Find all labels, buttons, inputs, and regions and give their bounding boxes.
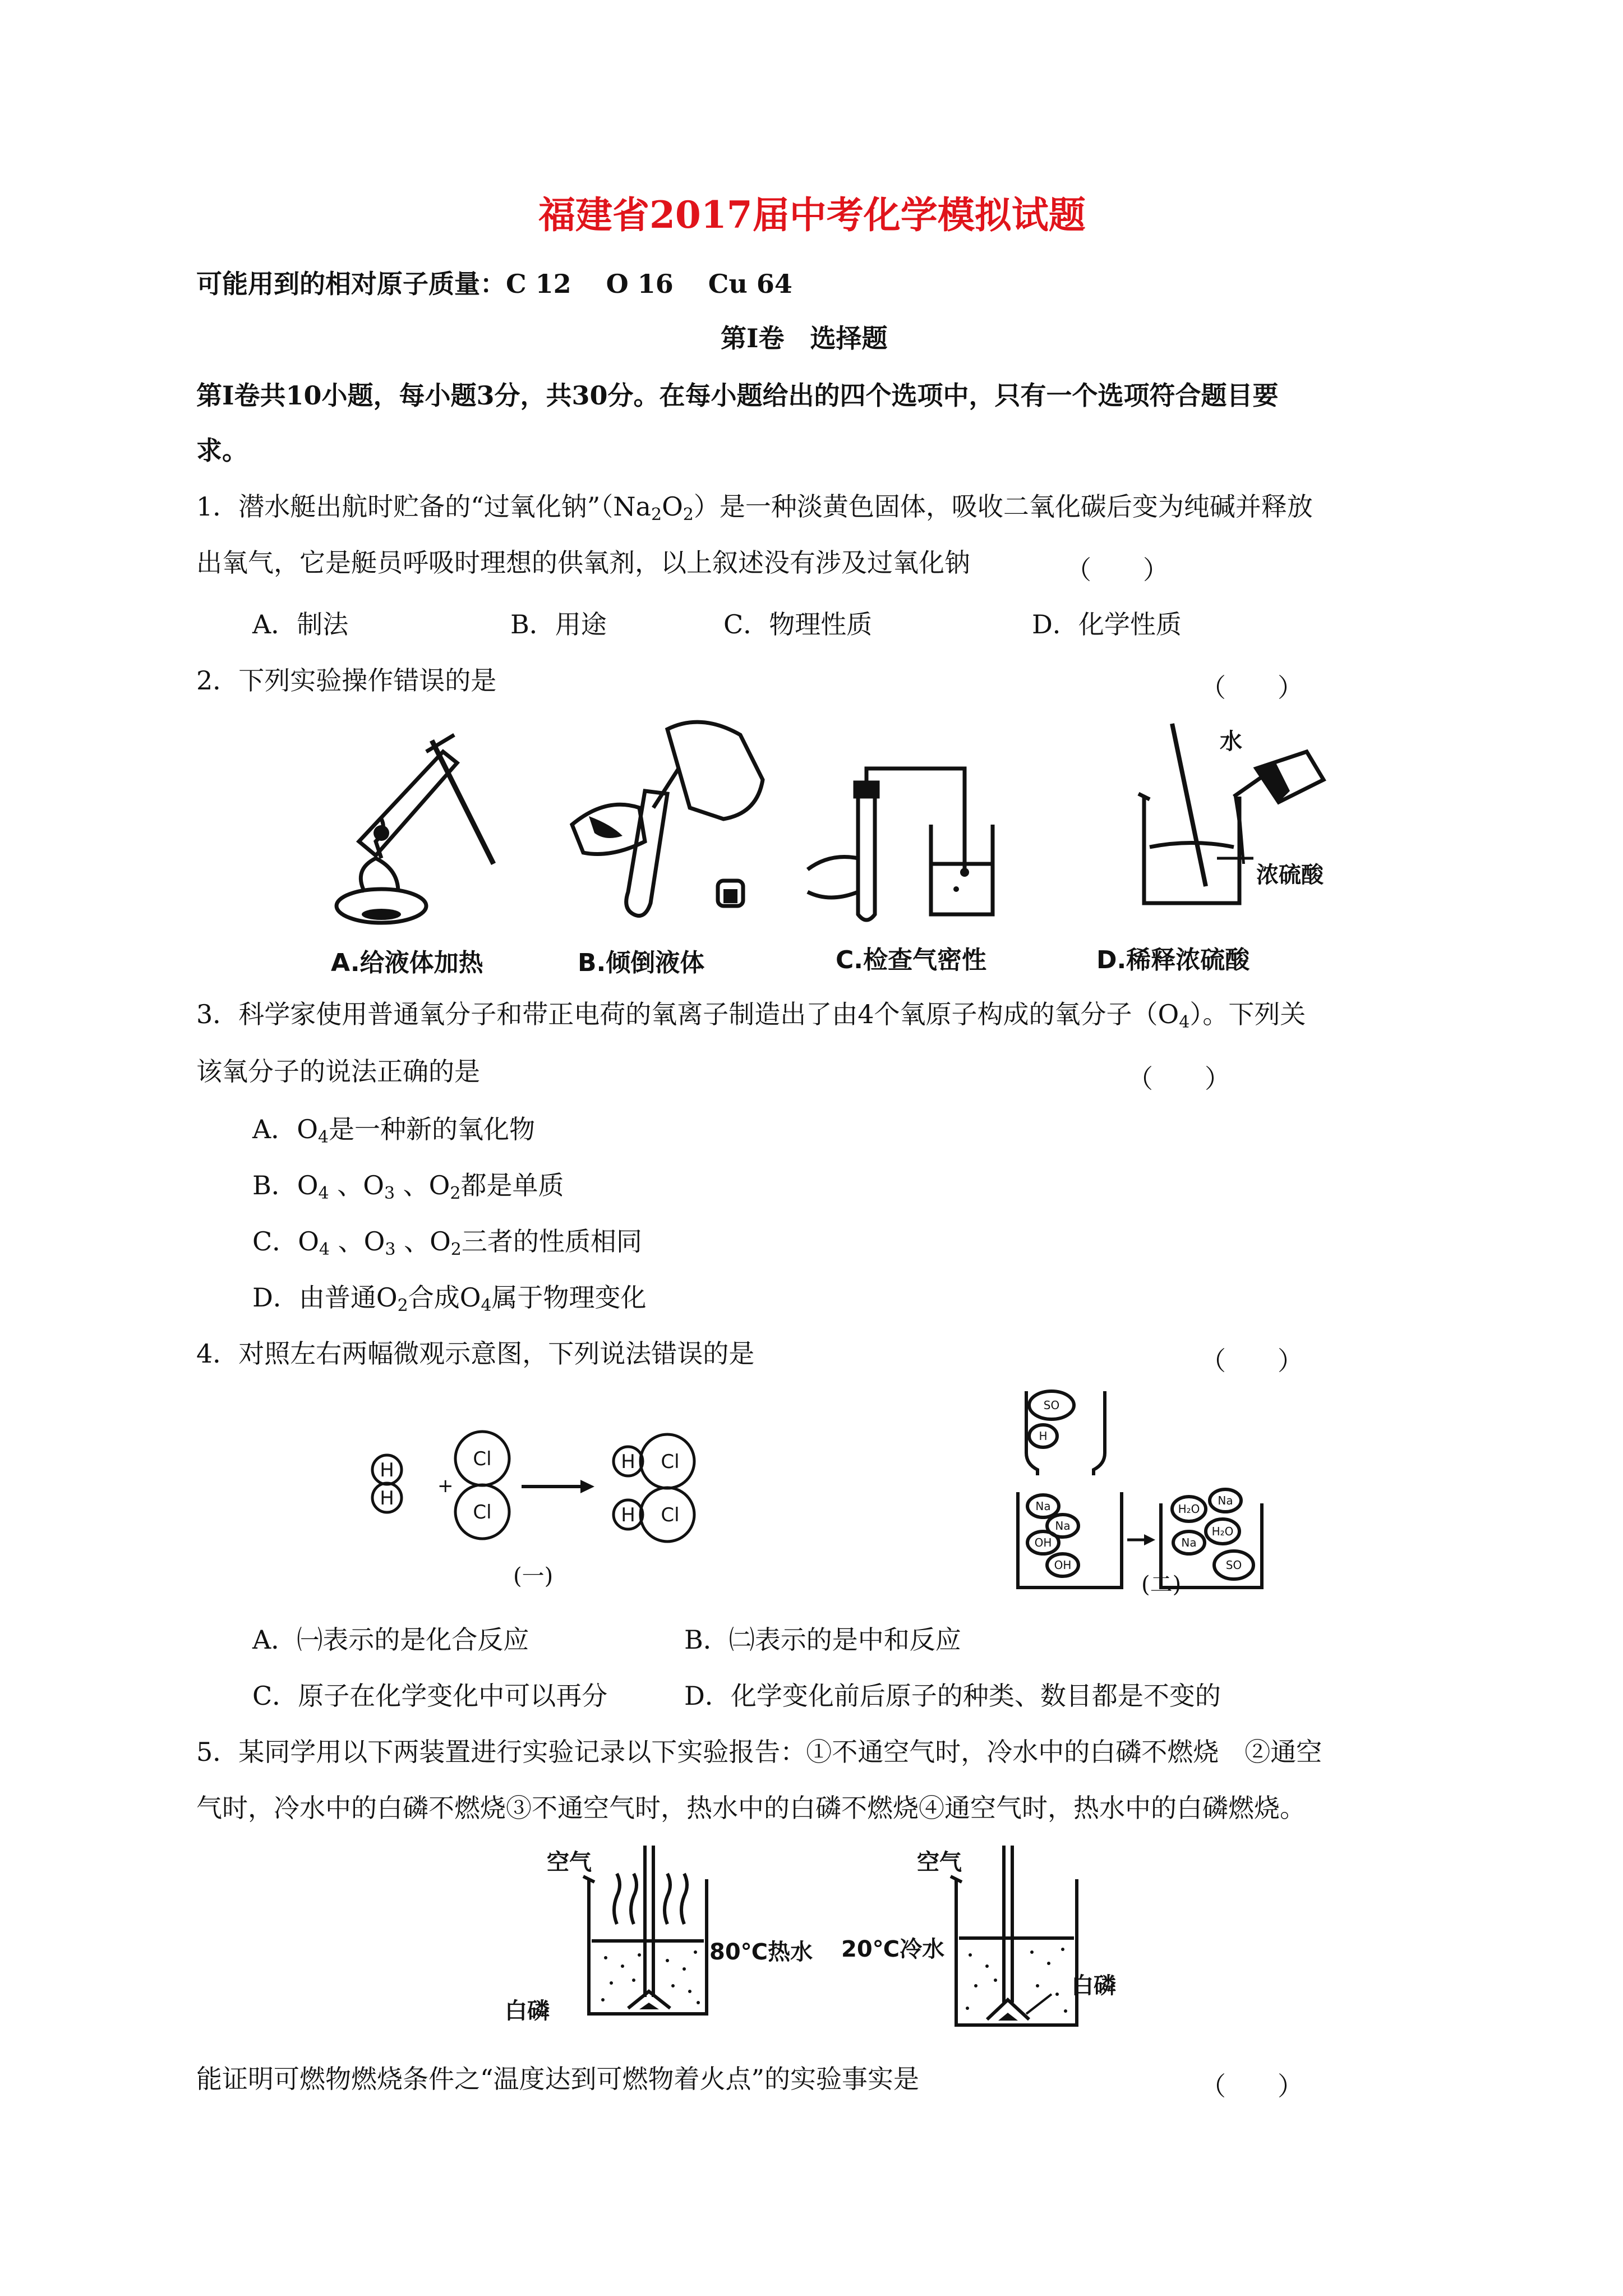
q2-figure-pouring (555, 712, 780, 937)
q2-answer-paren: （ ） (1200, 673, 1303, 703)
q3-line1 (196, 1001, 1306, 1031)
q1-text-mid: O (662, 491, 683, 522)
q3-b-sub2: 2 (450, 1184, 461, 1203)
q3-option-a (252, 1116, 535, 1146)
q1-option-c: C．物理性质 (723, 609, 873, 639)
q4-ion-oh-2: OH (1054, 1558, 1072, 1572)
q5-answer-paren: （ ） (1200, 2071, 1303, 2101)
q3-a-text: A．O (252, 1114, 318, 1144)
q4-option-c: C．原子在化学变化中可以再分 (252, 1681, 608, 1711)
q3-c-sub3: 3 (385, 1240, 396, 1259)
q3-b-sep2: 、O (395, 1170, 450, 1200)
q5-label-hot: 80℃热水 (709, 1939, 813, 1965)
q4-ion-na-3: Na (1218, 1494, 1233, 1507)
q5-line1: 5．某同学用以下两装置进行实验记录以下实验报告：①不通空气时，冷水中的白磷不燃烧 ②通空 (196, 1737, 1322, 1767)
q3-text-b: ）。下列关 (1189, 999, 1306, 1029)
q4-hcl-h-2: H (621, 1504, 635, 1526)
q3-c-sub2: 2 (450, 1240, 462, 1259)
q2-caption-c: C.检查气密性 (836, 946, 987, 974)
q1-option-b: B．用途 (510, 609, 607, 639)
svg-text:+: + (437, 1475, 454, 1497)
q3-d-mid: 合成O (408, 1282, 481, 1313)
q3-c-sub4: 4 (319, 1240, 330, 1259)
q4-ion-oh-1: OH (1034, 1536, 1052, 1549)
q1-sub-a: 2 (651, 505, 662, 524)
q5-figure-cold (942, 1846, 1110, 2036)
q2-caption-b: B.倾倒液体 (578, 949, 705, 977)
q4-figure-2 (1009, 1380, 1279, 1604)
q3-c-rest: 三者的性质相同 (461, 1226, 642, 1257)
q1-line2: 出氧气，它是艇员呼吸时理想的供氧剂，以上叙述没有涉及过氧化钠 (196, 547, 970, 578)
q4-option-a: A．㈠表示的是化合反应 (252, 1625, 529, 1655)
section-title: 第Ⅰ卷 选择题 (721, 323, 888, 353)
q4-answer-paren: （ ） (1200, 1346, 1303, 1376)
q3-b-text: B．O (252, 1170, 319, 1200)
atomic-masses: 可能用到的相对原子质量：C 12 O 16 Cu 64 (196, 269, 792, 299)
q4-option-b: B．㈡表示的是中和反应 (684, 1625, 961, 1655)
q3-a-sub: 4 (317, 1128, 329, 1147)
q5-label-p-1: 白磷 (505, 1998, 550, 2024)
q4-ion-na-1: Na (1035, 1499, 1051, 1513)
q4-ion-na-2: Na (1055, 1519, 1071, 1533)
q3-c-text: C．O (252, 1226, 319, 1257)
q2-stem: 2．下列实验操作错误的是 (196, 665, 497, 696)
q5-figure-hot (572, 1846, 740, 2025)
q3-b-rest: 都是单质 (460, 1170, 564, 1200)
q3-answer-paren: （ ） (1127, 1064, 1230, 1094)
q3-sub: 4 (1179, 1013, 1190, 1032)
q4-h-atom-2: H (380, 1487, 394, 1510)
q3-c-sep2: 、O (395, 1226, 451, 1257)
q5-label-p-2: 白磷 (1071, 1973, 1116, 1999)
q3-c-sep1: 、O (330, 1226, 385, 1257)
q4-figure-1 (359, 1414, 751, 1582)
q4-ion-h2o-1: H₂O (1178, 1502, 1200, 1516)
q4-ion-so4-1: SO (1043, 1398, 1060, 1412)
q4-ion-h2o-2: H₂O (1211, 1525, 1234, 1538)
q3-b-sub4: 4 (318, 1184, 329, 1203)
q3-option-d (252, 1282, 647, 1315)
q3-b-sep1: 、O (329, 1170, 384, 1200)
q4-stem: 4．对照左右两幅微观示意图，下列说法错误的是 (196, 1338, 755, 1369)
q2-caption-d: D.稀释浓硫酸 (1096, 946, 1250, 974)
q4-hcl-cl-2: Cl (661, 1504, 680, 1526)
q1-text-b: ）是一种淡黄色固体，吸收二氧化碳后变为纯碱并释放 (693, 491, 1313, 522)
q4-ion-na-4: Na (1181, 1536, 1197, 1549)
section-desc-line2: 求。 (196, 435, 248, 466)
q4-hcl-cl-1: Cl (661, 1451, 680, 1473)
q4-hcl-h-1: H (621, 1451, 635, 1473)
q4-fig1-label: (一) (513, 1563, 554, 1589)
q1-line1 (196, 491, 1313, 524)
q4-ion-h: H (1039, 1429, 1048, 1443)
q4-cl-atom-2: Cl (473, 1501, 492, 1524)
q2-caption-a: A.给液体加热 (331, 949, 483, 977)
q2-figure-airtight (796, 757, 1009, 931)
q5-label-air-1: 空气 (547, 1849, 592, 1875)
q5-line2: 气时，冷水中的白磷不燃烧③不通空气时，热水中的白磷不燃烧④通空气时，热水中的白磷燃烧。 (196, 1793, 1306, 1823)
q3-d-rest: 属于物理变化 (491, 1282, 647, 1313)
q2-label-water: 水 (1220, 729, 1242, 754)
q3-d-sub4: 4 (481, 1296, 492, 1315)
q1-sub-b: 2 (683, 505, 694, 524)
q3-line2: 该氧分子的说法正确的是 (196, 1056, 480, 1087)
q4-fig2-label: (二) (1141, 1572, 1182, 1598)
section-desc-line1: 第Ⅰ卷共10小题，每小题3分，共30分。在每小题给出的四个选项中，只有一个选项符合题目要 (196, 380, 1279, 411)
q1-text-a: 1．潜水艇出航时贮备的“过氧化钠”（Na (196, 491, 651, 522)
q4-option-d: D．化学变化前后原子的种类、数目都是不变的 (684, 1681, 1221, 1711)
q3-option-c (252, 1228, 642, 1258)
q4-h-atom-1: H (380, 1459, 394, 1481)
q5-label-air-2: 空气 (917, 1849, 962, 1875)
q2-label-acid: 浓硫酸 (1256, 862, 1324, 888)
q4-cl-atom-1: Cl (473, 1448, 492, 1470)
q3-option-b (252, 1172, 564, 1202)
q3-d-sub2: 2 (397, 1296, 408, 1315)
q2-figure-heating (314, 729, 505, 931)
q3-d-text: D．由普通O (252, 1282, 398, 1313)
q3-b-sub3: 3 (384, 1184, 395, 1203)
q5-label-cold: 20℃冷水 (841, 1936, 945, 1962)
q3-text-a: 3．科学家使用普通氧分子和带正电荷的氧离子制造出了由4个氧原子构成的氧分子（O (196, 999, 1179, 1029)
q3-a-rest: 是一种新的氧化物 (329, 1114, 536, 1144)
q1-option-a: A．制法 (252, 609, 349, 639)
q1-option-d: D．化学性质 (1032, 609, 1182, 639)
page-title: 福建省2017届中考化学模拟试题 (538, 193, 1086, 237)
q4-ion-so4-2: SO (1225, 1558, 1242, 1572)
q5-question: 能证明可燃物燃烧条件之“温度达到可燃物着火点”的实验事实是 (196, 2064, 920, 2094)
q1-answer-paren: （ ） (1066, 555, 1169, 585)
